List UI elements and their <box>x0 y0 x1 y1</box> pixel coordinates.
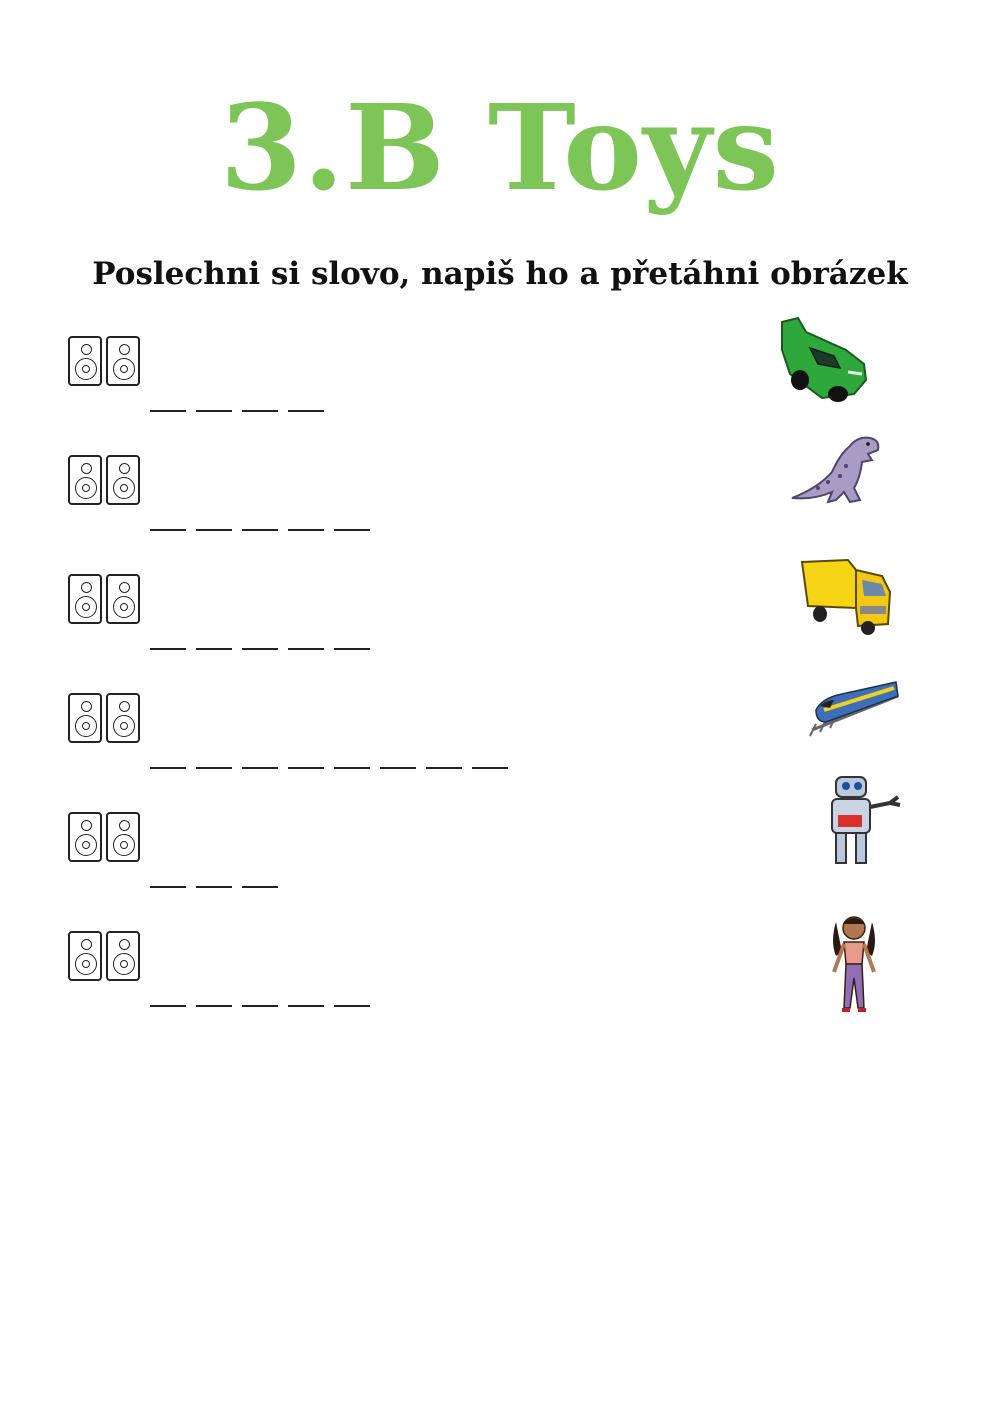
answer-input[interactable] <box>146 509 530 539</box>
play-audio-button[interactable] <box>68 574 144 626</box>
answer-input[interactable] <box>146 866 530 896</box>
play-audio-button[interactable] <box>68 455 144 507</box>
speaker-icon <box>106 574 140 624</box>
robot-icon[interactable] <box>826 773 910 869</box>
speaker-icon <box>106 336 140 386</box>
speaker-icon <box>106 931 140 981</box>
doll-icon[interactable] <box>826 912 882 1018</box>
speaker-icon <box>106 455 140 505</box>
green-toy-car-icon[interactable] <box>776 314 872 404</box>
play-audio-button[interactable] <box>68 336 144 388</box>
play-audio-button[interactable] <box>68 693 144 745</box>
answer-input[interactable] <box>146 628 530 658</box>
speaker-icon <box>68 574 102 624</box>
speaker-icon <box>68 336 102 386</box>
answer-input[interactable] <box>146 985 530 1015</box>
speaker-icon <box>68 693 102 743</box>
answer-input[interactable] <box>146 390 530 420</box>
play-audio-button[interactable] <box>68 812 144 864</box>
speaker-icon <box>106 812 140 862</box>
speaker-icon <box>106 693 140 743</box>
answer-input[interactable] <box>146 747 530 777</box>
speaker-icon <box>68 812 102 862</box>
speaker-icon <box>68 931 102 981</box>
instructions: Poslechni si slovo, napiš ho a přetáhni obrázek <box>92 256 908 292</box>
dinosaur-icon[interactable] <box>788 432 884 508</box>
play-audio-button[interactable] <box>68 931 144 983</box>
speaker-icon <box>68 455 102 505</box>
page-title: 3.B Toys <box>220 78 780 217</box>
toy-train-icon[interactable] <box>806 676 902 740</box>
yellow-truck-icon[interactable] <box>798 556 894 636</box>
